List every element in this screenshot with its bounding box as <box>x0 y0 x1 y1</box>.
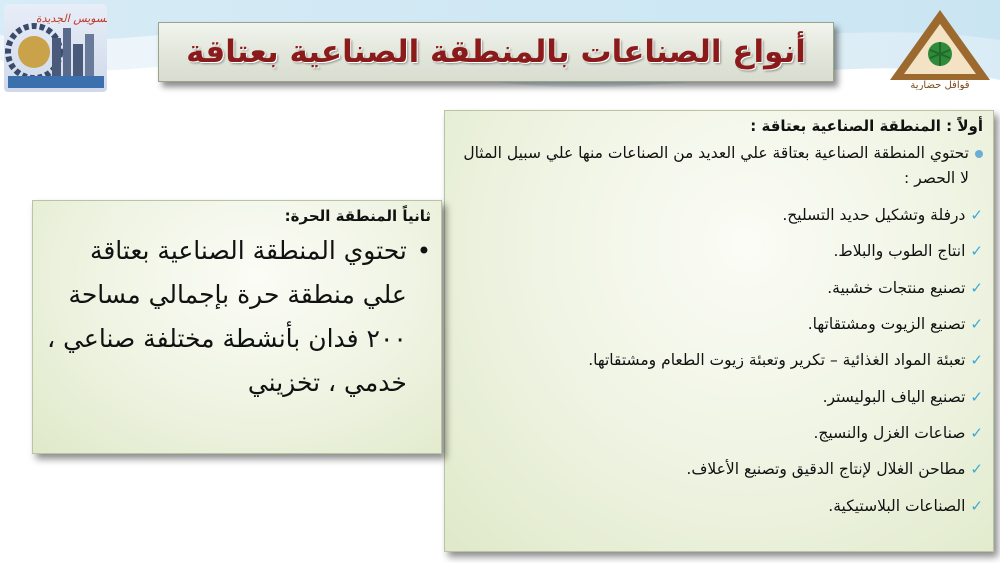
list-item <box>457 306 983 342</box>
list-item-text: صناعات الغزل والنسيج. <box>813 423 966 442</box>
free-zone-panel <box>32 200 442 454</box>
free-zone-heading: ثانياً المنطقة الحرة: <box>284 207 431 225</box>
list-item <box>457 451 983 487</box>
industrial-zone-panel <box>444 110 994 552</box>
checkmark-icon: ✓ <box>970 460 983 479</box>
list-item <box>457 415 983 451</box>
checkmark-icon: ✓ <box>970 423 983 442</box>
checkmark-icon: ✓ <box>970 242 983 261</box>
list-item <box>457 197 983 233</box>
bullet-dot-icon: • <box>416 237 431 265</box>
list-item <box>457 233 983 269</box>
title-banner <box>158 22 834 82</box>
list-item <box>457 378 983 414</box>
checkmark-icon: ✓ <box>970 496 983 515</box>
page-title: أنواع الصناعات بالمنطقة الصناعية بعتاقة <box>186 34 806 70</box>
checkmark-icon: ✓ <box>970 315 983 334</box>
checkmark-icon: ✓ <box>970 387 983 406</box>
list-item <box>457 487 983 523</box>
new-suez-logo-text: السويس الجديدة <box>35 12 107 25</box>
checkmark-icon: ✓ <box>970 206 983 225</box>
new-suez-logo <box>4 4 107 92</box>
list-item-text: الصناعات البلاستيكية. <box>828 496 966 515</box>
checkmark-icon: ✓ <box>970 278 983 297</box>
list-item-text: تصنيع الياف البوليستر. <box>822 387 966 406</box>
list-item-text: مطاحن الغلال لإنتاج الدقيق وتصنيع الأعلاف. <box>686 460 966 479</box>
list-item-text: درفلة وتشكيل حديد التسليح. <box>782 206 966 225</box>
list-item-text: انتاج الطوب والبلاط. <box>833 242 966 261</box>
list-item-text: تصنيع الزيوت ومشتقاتها. <box>807 315 966 334</box>
bullet-dot-icon <box>975 150 983 158</box>
list-item <box>457 270 983 306</box>
list-item-text: تصنيع منتجات خشبية. <box>827 278 966 297</box>
industrial-zone-heading: أولاً : المنطقة الصناعية بعتاقة : <box>750 117 983 135</box>
list-item-text: تعبئة المواد الغذائية – تكرير وتعبئة زيوت الطعام ومشتقاتها. <box>588 351 966 370</box>
list-item <box>457 342 983 378</box>
civilization-convoys-logo <box>886 6 994 90</box>
industrial-zone-intro <box>457 141 983 191</box>
checkmark-icon: ✓ <box>970 351 983 370</box>
civilization-convoys-logo-text: قوافل حضارية <box>910 80 970 90</box>
free-zone-bullet <box>43 229 431 405</box>
free-zone-body-text: تحتوي المنطقة الصناعية بعتاقة علي منطقة حرة بإجمالي مساحة ٢٠٠ فدان بأنشطة مختلفة صناعي ، خدمي ، تخزيني <box>47 236 407 397</box>
industries-list <box>457 197 983 524</box>
industrial-zone-intro-text: تحتوي المنطقة الصناعية بعتاقة علي العديد من الصناعات منها علي سبيل المثال لا الحصر : <box>463 144 969 187</box>
